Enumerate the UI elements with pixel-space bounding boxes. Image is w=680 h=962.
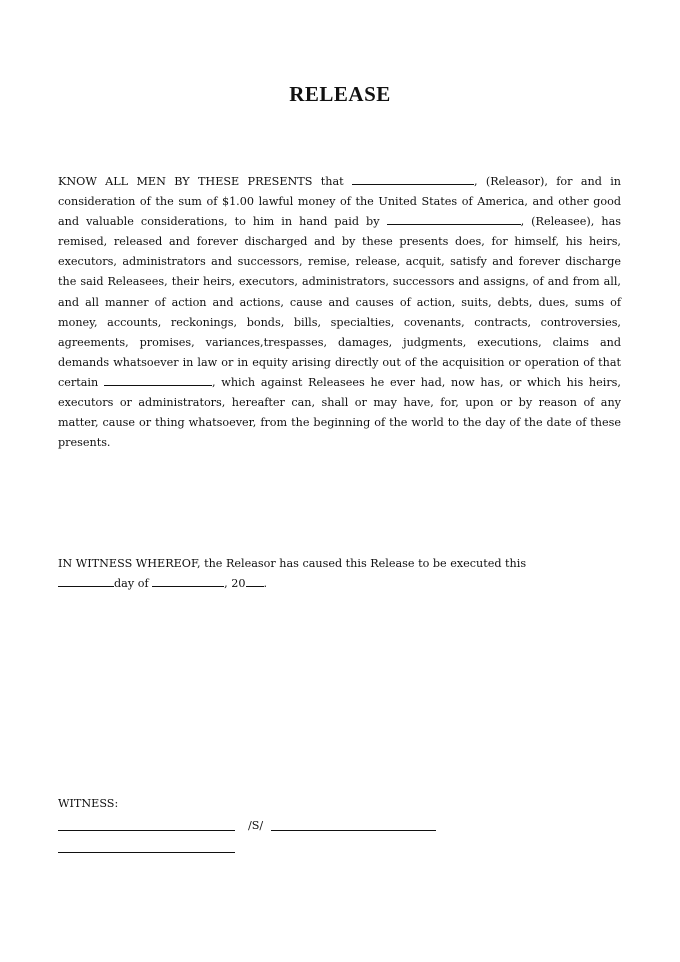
paragraph2-text-1: IN WITNESS WHEREOF, the Releasor has caused this Release to be executed this — [58, 557, 527, 570]
paragraph2-text-4: . — [263, 577, 268, 591]
paragraph2-text-3: , 20 — [224, 577, 246, 591]
certain-item-blank[interactable] — [104, 373, 212, 386]
paragraph1-text-1: KNOW ALL MEN BY THESE PRESENTS that — [58, 175, 352, 188]
witness-label: WITNESS: — [58, 797, 119, 810]
paragraph1-text-2: , (Releasor), for and in consideration of the sum of $1.00 lawful money of the United States of America, and other good and valuable considerations, to him in hand paid by — [58, 175, 621, 229]
paragraph2-text-2: day of — [114, 577, 153, 591]
witness-whereof-paragraph — [58, 554, 621, 594]
witness-signature-line[interactable] — [58, 830, 235, 831]
paragraph1-text-4: , which against Releasees he ever had, now has, or which his heirs, executors or administrators, hereafter can, shall or may have, for, upon or by reason of any matter, cause or thing whatsoever, from the beginning of the world to the day of the date of these presents. — [58, 375, 621, 450]
signature-mark: /S/ — [248, 819, 264, 832]
releasor-signature-line[interactable] — [271, 830, 436, 831]
release-body-paragraph — [58, 172, 621, 453]
releasee-name-blank[interactable] — [387, 212, 521, 225]
day-blank[interactable] — [58, 574, 114, 587]
releasor-name-blank[interactable] — [352, 172, 474, 185]
month-blank[interactable] — [152, 574, 224, 587]
witness-name-line[interactable] — [58, 852, 235, 853]
document-title: RELEASE — [289, 82, 391, 106]
year-blank[interactable] — [246, 574, 264, 587]
paragraph1-text-3: , (Releasee), has remised, released and forever discharged and by these presents does, for himself, his heirs, executors, administrators and successors, remise, release, acquit, satisfy and forever discharge the said Releasees, their heirs, executors, administrators, successors and assigns, of and from all, and all manner of action and actions, cause and causes of action, suits, debts, dues, sums of money, accounts, reckonings, bonds, bills, specialties, covenants, contracts, controversies, agreements, promises, variances,trespasses, damages, judgments, executions, claims and demands whatsoever in law or in equity arising directly out of the acquisition or operation of that certain — [58, 215, 621, 389]
